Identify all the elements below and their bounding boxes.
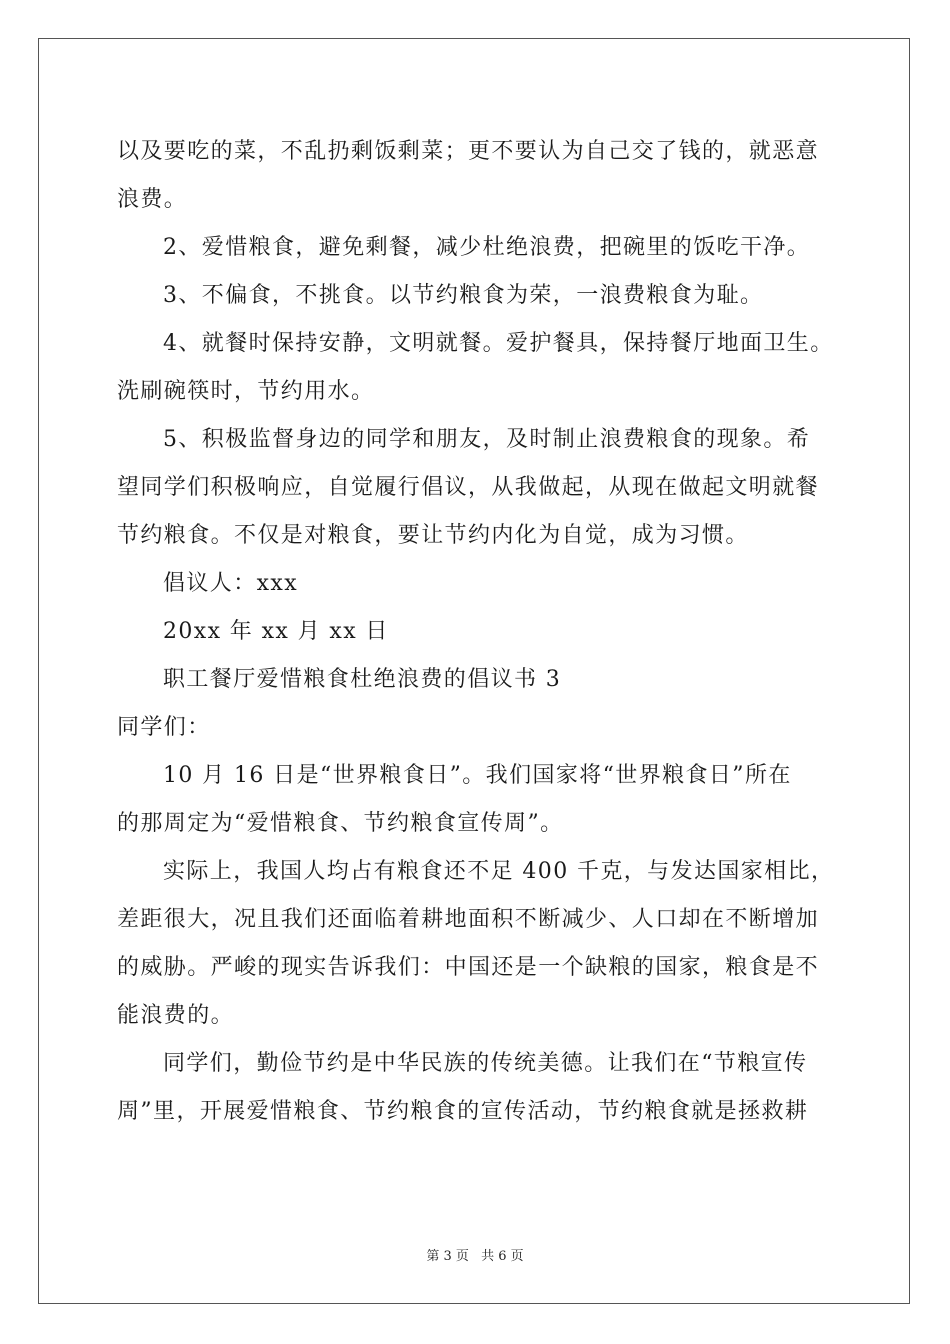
paragraph-start: 实际上，我国人均占有粮食还不足 400 千克，与发达国家相比， [163, 859, 835, 884]
section-title: 职工餐厅爱惜粮食杜绝浪费的倡议书 3 [163, 667, 562, 692]
page-total: 共 6 页 [481, 1249, 524, 1264]
proposer-line: 倡议人：xxx [163, 571, 299, 596]
list-item-3: 3、不偏食，不挑食。以节约粮食为荣，一浪费粮食为耻。 [163, 283, 764, 308]
list-item-2: 2、爱惜粮食，避免剩餐，减少杜绝浪费，把碗里的饭吃干净。 [163, 235, 811, 260]
document-body [117, 128, 837, 1136]
list-item-5: 5、积极监督身边的同学和朋友，及时制止浪费粮食的现象。希 [163, 427, 811, 452]
salutation: 同学们： [117, 715, 211, 740]
list-item-4: 4、就餐时保持安静，文明就餐。爱护餐具，保持餐厅地面卫生。 [163, 331, 834, 356]
paragraph-start: 同学们，勤俭节约是中华民族的传统美德。让我们在“节粮宣传 [163, 1051, 808, 1076]
text-line: 能浪费的。 [117, 1003, 235, 1028]
page-number: 第 3 页 [426, 1249, 469, 1264]
page-footer [0, 1245, 950, 1264]
text-line: 浪费。 [117, 187, 188, 212]
text-line: 周”里，开展爱惜粮食、节约粮食的宣传活动，节约粮食就是拯救耕 [117, 1099, 809, 1124]
text-line: 望同学们积极响应，自觉履行倡议，从我做起，从现在做起文明就餐 [117, 475, 820, 500]
text-line: 以及要吃的菜，不乱扔剩饭剩菜；更不要认为自己交了钱的，就恶意 [117, 139, 820, 164]
date-line: 20xx 年 xx 月 xx 日 [163, 619, 389, 644]
text-line: 洗刷碗筷时，节约用水。 [117, 379, 375, 404]
text-line: 的威胁。严峻的现实告诉我们：中国还是一个缺粮的国家，粮食是不 [117, 955, 820, 980]
text-line: 的那周定为“爱惜粮食、节约粮食宣传周”。 [117, 811, 564, 836]
text-line: 差距很大，况且我们还面临着耕地面积不断减少、人口却在不断增加 [117, 907, 820, 932]
text-line: 节约粮食。不仅是对粮食，要让节约内化为自觉，成为习惯。 [117, 523, 749, 548]
paragraph-start: 10 月 16 日是“世界粮食日”。我们国家将“世界粮食日”所在 [163, 763, 792, 788]
